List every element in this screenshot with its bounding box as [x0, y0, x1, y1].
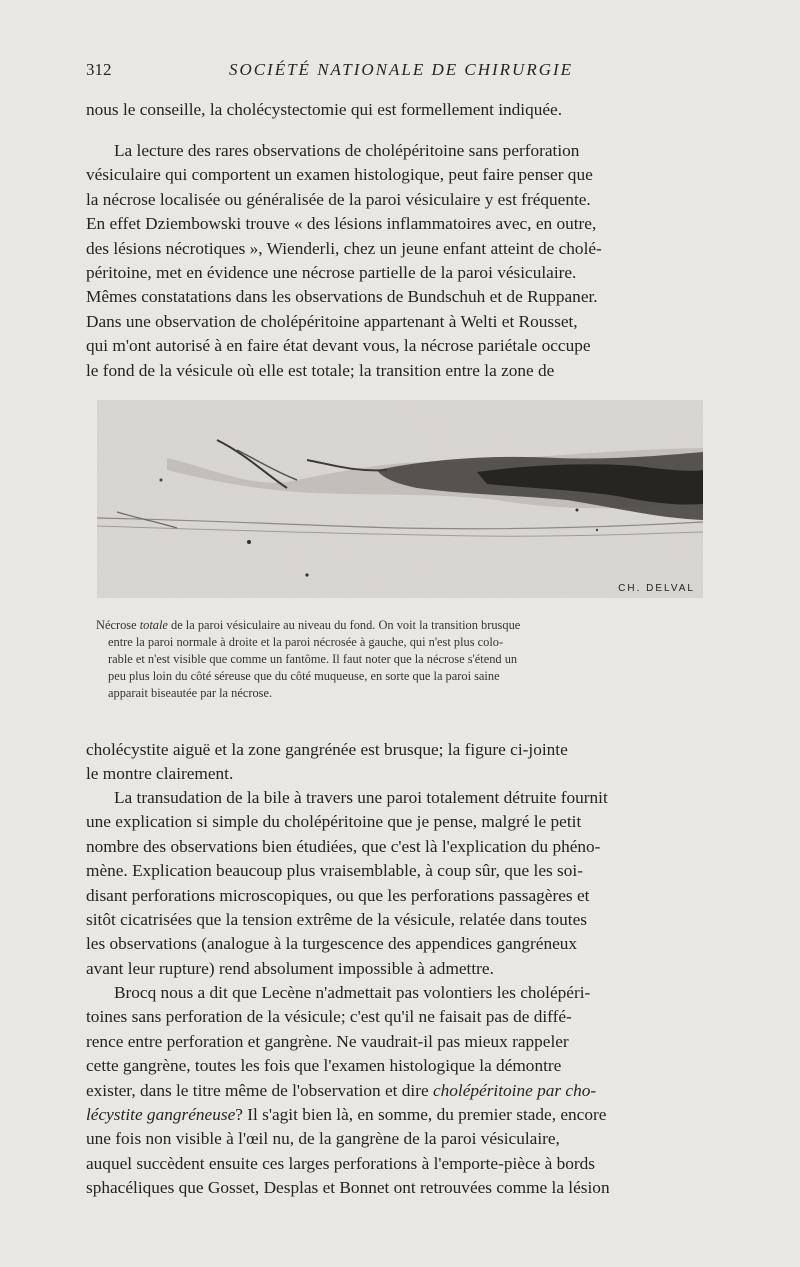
text-line: avant leur rupture) rend absolument impossible à admettre.: [86, 958, 494, 978]
caption-line: [96, 617, 712, 634]
text-line: les observations (analogue à la turgescence des appendices gangréneux: [86, 934, 578, 954]
text-segment: exister, dans le titre même de l'observation et dire: [86, 1080, 433, 1100]
text-line: disant perforations microscopiques, ou que les perforations passagères et: [86, 885, 590, 905]
text-line: [86, 1079, 716, 1103]
text-line: auquel succèdent ensuite ces larges perforations à l'emporte-pièce à bords: [86, 1153, 596, 1173]
paragraph-3: [86, 786, 716, 981]
caption-text: Nécrose: [96, 618, 140, 632]
histology-figure: [97, 400, 703, 598]
caption-line: rable et n'est visible que comme un fantôme. Il faut noter que la nécrose s'étend un: [108, 652, 518, 666]
text-line: La transudation de la bile à travers une paroi totalement détruite fournit: [114, 788, 608, 807]
text-line: sphacéliques que Gosset, Desplas et Bonnet ont retrouvées comme la lésion: [86, 1178, 610, 1198]
text-line: En effet Dziembowski trouve « des lésions inflammatoires avec, en outre,: [86, 214, 597, 234]
caption-line: apparait biseautée par la nécrose.: [108, 686, 273, 700]
text-line: Brocq nous a dit que Lecène n'admettait pas volontiers les cholépéri-: [114, 983, 591, 1002]
text-line: Dans une observation de cholépéritoine appartenant à Welti et Rousset,: [86, 311, 578, 331]
figure-caption: [96, 617, 712, 702]
paragraph-2: [86, 738, 716, 787]
text-line: sitôt cicatrisées que la tension extrême de la vésicule, relatée dans toutes: [86, 909, 587, 929]
running-title: SOCIÉTÉ NATIONALE DE CHIRURGIE: [228, 60, 574, 79]
page-number: 312: [86, 60, 112, 79]
text-line: la nécrose localisée ou généralisée de la paroi vésiculaire y est fréquente.: [86, 189, 591, 209]
caption-line: peu plus loin du côté séreuse que du côté muqueuse, en sorte que la paroi saine: [108, 669, 500, 683]
page-header: [86, 60, 716, 82]
text-line: le montre clairement.: [86, 764, 234, 784]
text-line: rence entre perforation et gangrène. Ne vaudrait-il pas mieux rappeler: [86, 1031, 569, 1051]
text-segment: ? Il s'agit bien là, en somme, du premier stade, encore: [235, 1104, 607, 1124]
text-line: toines sans perforation de la vésicule; c'est qu'il ne faisait pas de diffé-: [86, 1007, 572, 1027]
text-line: mène. Explication beaucoup plus vraisemblable, à coup sûr, que les soi-: [86, 861, 583, 881]
text-line: le fond de la vésicule où elle est totale; la transition entre la zone de: [86, 360, 555, 380]
text-line: une explication si simple du cholépéritoine que je pense, malgré le petit: [86, 812, 582, 832]
text-emphasis: cholépéritoine par cho-: [432, 1080, 597, 1100]
text-line: La lecture des rares observations de cholépéritoine sans perforation: [114, 141, 580, 160]
caption-emphasis: totale: [139, 618, 168, 632]
text-line: qui m'ont autorisé à en faire état devant vous, la nécrose pariétale occupe: [86, 336, 591, 356]
paragraph-1: [86, 139, 716, 383]
text-line: nous le conseille, la cholécystectomie qui est formellement indiquée.: [86, 100, 563, 119]
caption-text: de la paroi vésiculaire au niveau du fond. On voit la transition brusque: [167, 618, 521, 632]
figure-credit: CH. DELVAL: [618, 583, 695, 594]
text-line: nombre des observations bien étudiées, que c'est là l'explication du phéno-: [86, 836, 601, 856]
histology-image: [97, 400, 703, 598]
text-line: [86, 1103, 716, 1127]
paragraph-4: [86, 981, 716, 1201]
caption-line: entre la paroi normale à droite et la paroi nécrosée à gauche, qui n'est plus colo-: [108, 635, 504, 649]
text-emphasis: lécystite gangréneuse: [86, 1104, 236, 1124]
text-line: cette gangrène, toutes les fois que l'examen histologique la démontre: [86, 1056, 562, 1076]
text-line: Mêmes constatations dans les observations de Bundschuh et de Ruppaner.: [86, 287, 598, 307]
text-line: cholécystite aiguë et la zone gangrénée est brusque; la figure ci-jointe: [86, 740, 568, 759]
text-line: vésiculaire qui comportent un examen histologique, peut faire penser que: [86, 165, 593, 185]
text-line: des lésions nécrotiques », Wienderli, chez un jeune enfant atteint de cholé-: [86, 238, 602, 258]
text-line: péritoine, met en évidence une nécrose partielle de la paroi vésiculaire.: [86, 262, 577, 282]
text-line: une fois non visible à l'œil nu, de la gangrène de la paroi vésiculaire,: [86, 1129, 560, 1149]
paragraph-top: [86, 98, 716, 122]
